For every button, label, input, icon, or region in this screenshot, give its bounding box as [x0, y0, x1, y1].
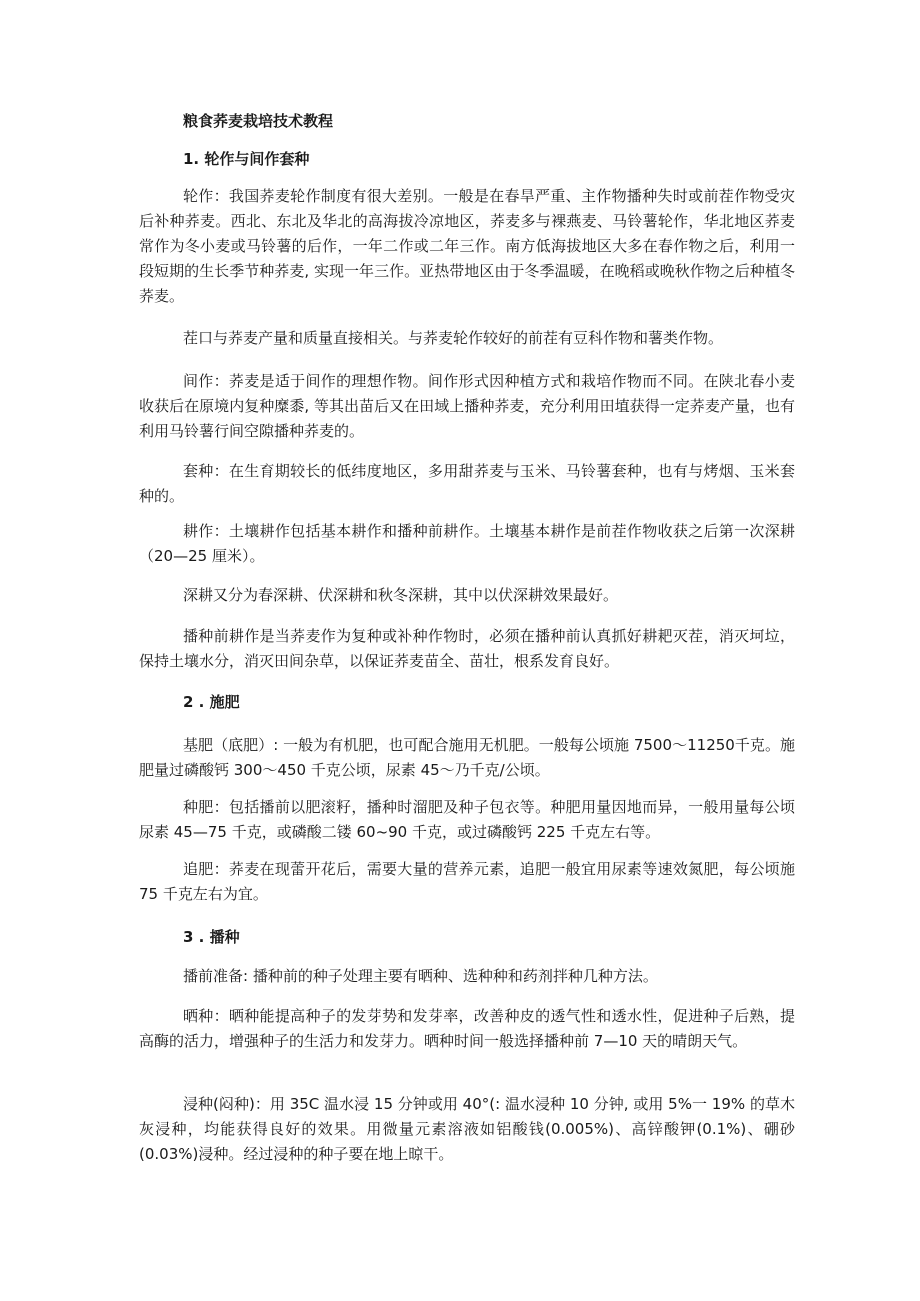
paragraph-top-dressing: 追肥：荞麦在现蕾开花后，需要大量的营养元素，追肥一般宜用尿素等速效氮肥，每公顷施 75 千克左右为宜。: [139, 860, 795, 903]
section-heading-2: 2 . 施肥: [183, 693, 240, 711]
document-title: 粮食荞麦栽培技术教程: [183, 112, 334, 130]
section-heading-3: 3 . 播种: [183, 928, 240, 946]
paragraph-relay-cropping: 套种：在生育期较长的低纬度地区，多用甜荞麦与玉米、马铃薯套种，也有与烤烟、玉米套种的。: [139, 462, 795, 505]
paragraph-sowing-preparation: 播前准备: 播种前的种子处理主要有晒种、选种种和药剂拌种几种方法。: [183, 967, 658, 985]
section-heading-1: 1. 轮作与间作套种: [183, 150, 310, 168]
paragraph-previous-crop: 茬口与荞麦产量和质量直接相关。与荞麦轮作较好的前茬有豆科作物和薯类作物。: [183, 329, 724, 347]
paragraph-deep-plowing: 深耕又分为春深耕、伏深耕和秋冬深耕，其中以伏深耕效果最好。: [183, 586, 619, 604]
paragraph-seed-soaking: 浸种(闷种)：用 35C 温水浸 15 分钟或用 40°(: 温水浸种 10 分钟, 或用 5%一 19% 的草木灰浸种，均能获得良好的效果。用微量元素溶液如铝酸钱(0.005%)、高锌酸钾(0.1%)、硼砂(0.03%)浸种。经过浸种的种子要在地上晾干。: [139, 1095, 795, 1163]
paragraph-sun-drying: 晒种：晒种能提高种子的发芽势和发芽率，改善种皮的透气性和透水性，促进种子后熟，提高酶的活力，增强种子的生活力和发芽力。晒种时间一般选择播种前 7—10 天的晴朗天气。: [139, 1007, 795, 1050]
paragraph-rotation: 轮作：我国荞麦轮作制度有很大差别。一般是在春旱严重、主作物播种失时或前茬作物受灾后补种荞麦。西北、东北及华北的高海拔冷凉地区，荞麦多与裸燕麦、马铃薯轮作，华北地区荞麦常作为冬小麦或马铃薯的后作，一年二作或二年三作。南方低海拔地区大多在春作物之后，利用一段短期的生长季节种荞麦, 实现一年三作。亚热带地区由于冬季温暖，在晚稻或晚秋作物之后种植冬荞麦。: [139, 187, 795, 305]
paragraph-base-fertilizer: 基肥（底肥）: 一般为有机肥，也可配合施用无机肥。一般每公顷施 7500～11250千克。施肥量过磷酸钙 300～450 千克公顷，尿素 45～乃千克/公顷。: [139, 736, 795, 779]
paragraph-tillage: 耕作：土壤耕作包括基本耕作和播种前耕作。土壤基本耕作是前茬作物收获之后第一次深耕（20—25 厘米）。: [139, 522, 795, 565]
paragraph-seed-fertilizer: 种肥：包括播前以肥滚籽，播种时溜肥及种子包衣等。种肥用量因地而异，一般用量每公顷尿素 45—75 千克，或磷酸二镂 60~90 千克，或过磷酸钙 225 千克左右等。: [139, 798, 795, 841]
paragraph-presowing-tillage: 播种前耕作是当荞麦作为复种或补种作物时，必须在播种前认真抓好耕耙灭茬，消灭坷垃，保持土壤水分，消灭田间杂草，以保证荞麦苗全、苗壮，根系发育良好。: [139, 627, 795, 670]
paragraph-intercropping: 间作：荞麦是适于间作的理想作物。间作形式因种植方式和栽培作物而不同。在陕北春小麦收获后在原境内复种糜黍, 等其出苗后又在田域上播种荞麦，充分利用田埴获得一定荞麦产量，也有利用马铃薯行间空隙播种荞麦的。: [139, 372, 795, 440]
